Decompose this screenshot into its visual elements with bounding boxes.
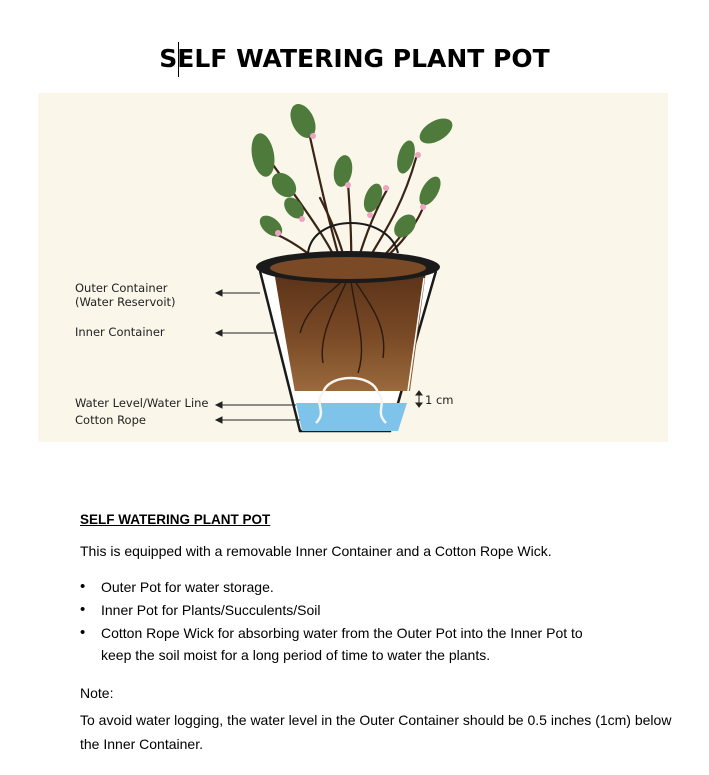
label-gap: 1 cm xyxy=(425,393,454,407)
label-inner-container: Inner Container xyxy=(75,325,165,339)
note-label: Note: xyxy=(80,685,114,701)
soil-area xyxy=(274,271,426,391)
list-item: • Cotton Rope Wick for absorbing water from the Outer Pot into the Inner Pot to keep the soil moist for a long period of time to water the plants. xyxy=(80,622,611,666)
list-item: • Outer Pot for water storage. xyxy=(80,576,611,598)
pot-illustration xyxy=(38,93,668,442)
label-water-reservoir: (Water Reservoit) xyxy=(75,295,176,309)
label-cotton-rope: Cotton Rope xyxy=(75,413,146,427)
label-outer-container: Outer Container xyxy=(75,281,168,295)
list-item: • Inner Pot for Plants/Succulents/Soil xyxy=(80,599,611,621)
label-water-level: Water Level/Water Line xyxy=(75,396,209,410)
water-area xyxy=(296,403,407,431)
note-text: To avoid water logging, the water level in the Outer Container should be 0.5 inches (1cm) below the Inner Container. xyxy=(80,712,672,752)
page-title: SELF WATERING PLANT POT xyxy=(159,44,550,73)
section-heading: SELF WATERING PLANT POT xyxy=(80,512,271,527)
feature-list xyxy=(80,576,611,667)
plant-leaves xyxy=(248,100,456,242)
intro-text: This is equipped with a removable Inner Container and a Cotton Rope Wick. xyxy=(80,543,552,559)
pot-diagram xyxy=(38,93,668,442)
